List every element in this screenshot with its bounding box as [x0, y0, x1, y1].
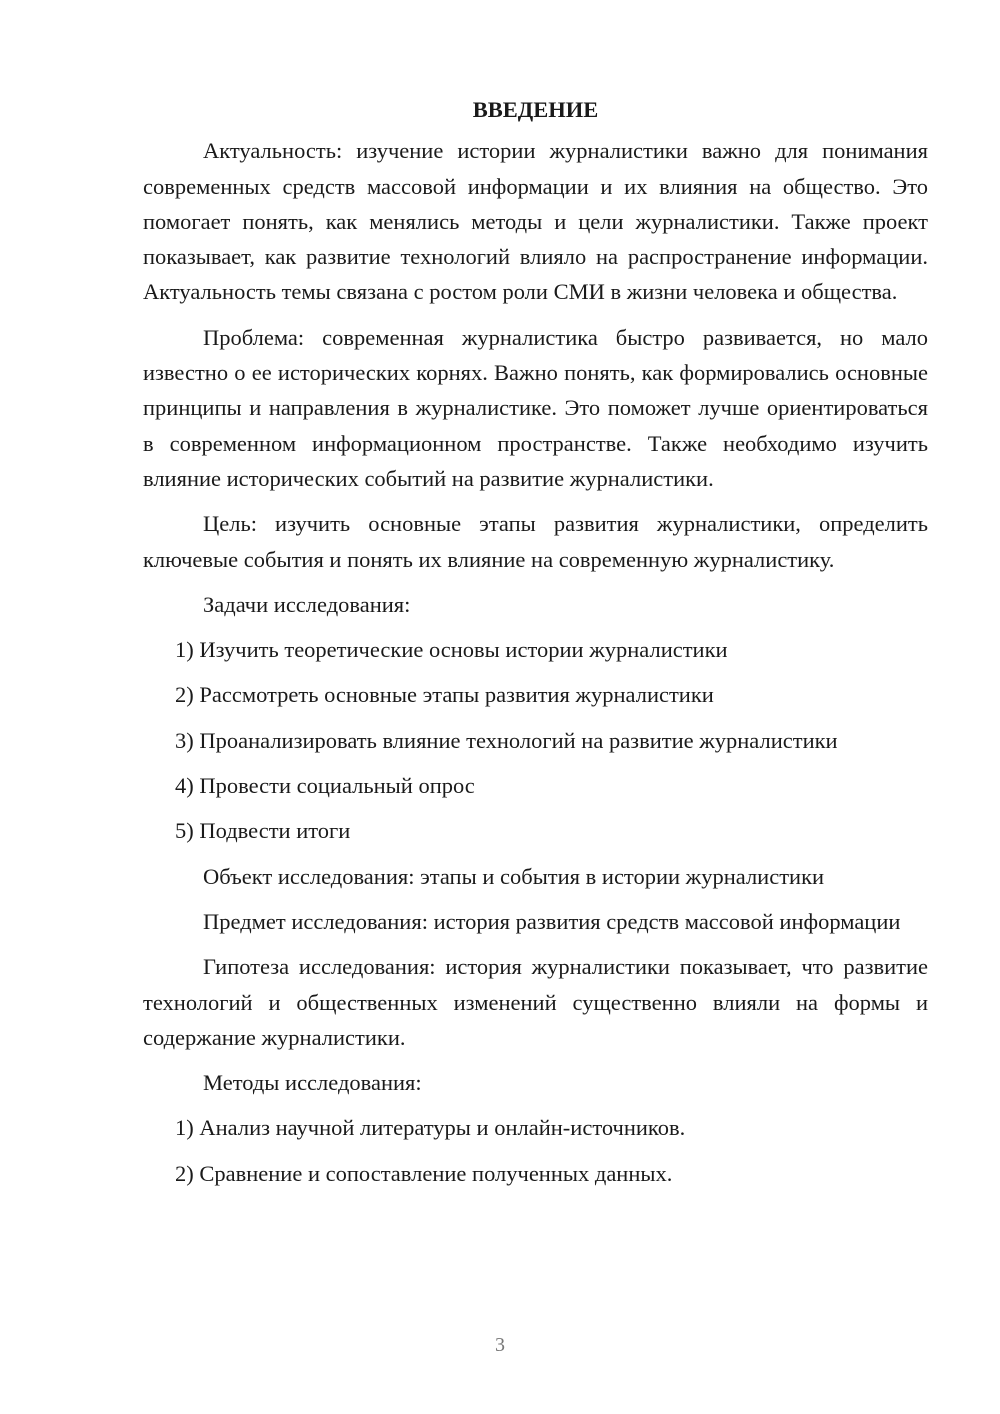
subject-paragraph: Предмет исследования: история развития средств массовой информации	[203, 908, 901, 934]
method-item: 2) Сравнение и сопоставление полученных данных.	[175, 1160, 673, 1186]
task-item: 5) Подвести итоги	[175, 818, 351, 844]
task-item: 3) Проанализировать влияние технологий на развитие журналистики	[175, 727, 838, 753]
document-page	[143, 92, 928, 1201]
methods-heading: Методы исследования:	[203, 1070, 422, 1096]
hypothesis-paragraph: Гипотеза исследования: история журналистики показывает, что развитие технологий и общественных изменений существенно влияли на формы и содержание журналистики.	[143, 954, 928, 1050]
problem-paragraph: Проблема: современная журналистика быстро развивается, но мало известно о ее исторических корнях. Важно понять, как формировались основные принципы и направления в журналистике. Это поможет лучше ориентироваться в современном информационном пространстве. Также необходимо изучить влияние исторических событий на развитие журналистики.	[143, 324, 928, 491]
goal-paragraph: Цель: изучить основные этапы развития журналистики, определить ключевые события и понять их влияние на современную журналистику.	[143, 511, 928, 572]
task-item: 1) Изучить теоретические основы истории журналистики	[175, 637, 728, 663]
object-paragraph: Объект исследования: этапы и события в истории журналистики	[203, 863, 825, 889]
relevance-paragraph: Актуальность: изучение истории журналистики важно для понимания современных средств массовой информации и их влияния на общество. Это помогает понять, как менялись методы и цели журналистики. Также проект показывает, как развитие технологий влияло на распространение информации. Актуальность темы связана с ростом роли СМИ в жизни человека и общества.	[143, 138, 928, 305]
task-item: 4) Провести социальный опрос	[175, 773, 475, 799]
page-number: 3	[495, 1334, 505, 1356]
task-item: 2) Рассмотреть основные этапы развития журналистики	[175, 682, 714, 708]
section-title: ВВЕДЕНИЕ	[472, 97, 599, 122]
tasks-heading: Задачи исследования:	[203, 591, 411, 617]
method-item: 1) Анализ научной литературы и онлайн-источников.	[175, 1115, 686, 1141]
